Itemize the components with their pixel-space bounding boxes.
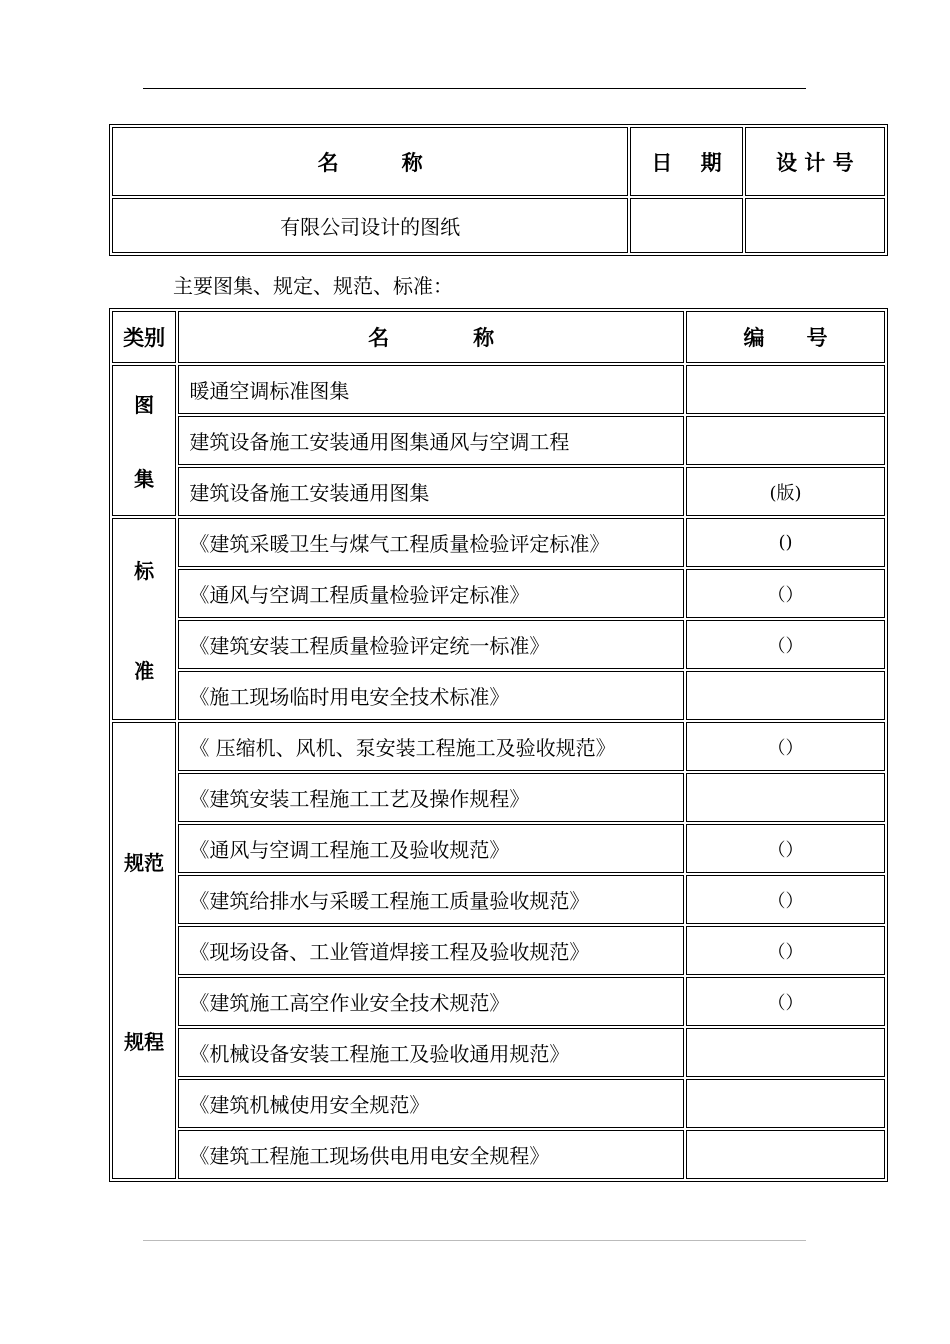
table-row	[112, 722, 885, 771]
drawing-date	[630, 198, 742, 253]
standard-code	[686, 1079, 885, 1128]
table-row	[112, 1079, 885, 1128]
standard-code: （）	[686, 926, 885, 975]
standard-code: （）	[686, 875, 885, 924]
standard-name: 建筑设备施工安装通用图集	[178, 467, 684, 516]
table-row	[112, 467, 885, 516]
table-row	[112, 824, 885, 873]
category-cell-atlas	[112, 365, 176, 516]
standard-code: （）	[686, 569, 885, 618]
table-row	[112, 875, 885, 924]
standard-code	[686, 365, 885, 414]
standard-name: 《现场设备、工业管道焊接工程及验收规范》	[178, 926, 684, 975]
standard-code	[686, 671, 885, 720]
standard-code: （）	[686, 620, 885, 669]
standard-name: 《 压缩机、风机、泵安装工程施工及验收规范》	[178, 722, 684, 771]
standard-name: 《建筑安装工程质量检验评定统一标准》	[178, 620, 684, 669]
standard-code	[686, 773, 885, 822]
table-row	[112, 671, 885, 720]
category-line: 标	[134, 558, 155, 583]
standard-name: 《施工现场临时用电安全技术标准》	[178, 671, 684, 720]
header-design-no: 设 计 号	[745, 127, 885, 196]
table-row	[112, 365, 885, 414]
table-row	[112, 1130, 885, 1179]
header-row	[112, 127, 885, 196]
standard-name: 《建筑给排水与采暖工程施工质量验收规范》	[178, 875, 684, 924]
standard-code: (版)	[686, 467, 885, 516]
table-row	[112, 773, 885, 822]
standard-name: 《建筑工程施工现场供电用电安全规程》	[178, 1130, 684, 1179]
table-row	[112, 518, 885, 567]
standard-name: 《建筑施工高空作业安全技术规范》	[178, 977, 684, 1026]
standard-code: （）	[686, 722, 885, 771]
drawing-header-table	[109, 124, 888, 256]
bottom-rule	[143, 1240, 806, 1241]
top-rule	[143, 88, 806, 89]
header-date: 日 期	[630, 127, 742, 196]
table-row	[112, 926, 885, 975]
standards-header-row	[112, 311, 885, 363]
category-line: 规程	[124, 1029, 165, 1054]
table-row	[112, 1028, 885, 1077]
drawing-row	[112, 198, 885, 253]
standard-code	[686, 1028, 885, 1077]
standard-name: 暖通空调标准图集	[178, 365, 684, 414]
category-cell-standard	[112, 518, 176, 720]
standards-table	[109, 308, 888, 1182]
standard-name: 《建筑安装工程施工工艺及操作规程》	[178, 773, 684, 822]
drawing-design-no	[745, 198, 885, 253]
standard-name: 《建筑采暖卫生与煤气工程质量检验评定标准》	[178, 518, 684, 567]
table-row	[112, 620, 885, 669]
standard-name: 《通风与空调工程质量检验评定标准》	[178, 569, 684, 618]
category-line: 图	[134, 392, 155, 417]
standard-name: 《建筑机械使用安全规范》	[178, 1079, 684, 1128]
table-row	[112, 569, 885, 618]
drawing-name: 有限公司设计的图纸	[112, 198, 628, 253]
col-code: 编 号	[686, 311, 885, 363]
standard-code	[686, 1130, 885, 1179]
category-line: 集	[134, 467, 155, 492]
col-category: 类别	[112, 311, 176, 363]
header-name: 名 称	[112, 127, 628, 196]
standard-name: 《机械设备安装工程施工及验收通用规范》	[178, 1028, 684, 1077]
standard-code: （）	[686, 977, 885, 1026]
standard-code: ()	[686, 518, 885, 567]
category-cell-codes	[112, 722, 176, 1179]
table-row	[112, 416, 885, 465]
category-line: 准	[134, 658, 155, 683]
col-name: 名 称	[178, 311, 684, 363]
intro-text: 主要图集、规定、规范、标准：	[173, 274, 453, 298]
standard-code: （）	[686, 824, 885, 873]
table-row	[112, 977, 885, 1026]
standard-code	[686, 416, 885, 465]
standard-name: 《通风与空调工程施工及验收规范》	[178, 824, 684, 873]
standard-name: 建筑设备施工安装通用图集通风与空调工程	[178, 416, 684, 465]
category-line: 规范	[124, 850, 165, 875]
